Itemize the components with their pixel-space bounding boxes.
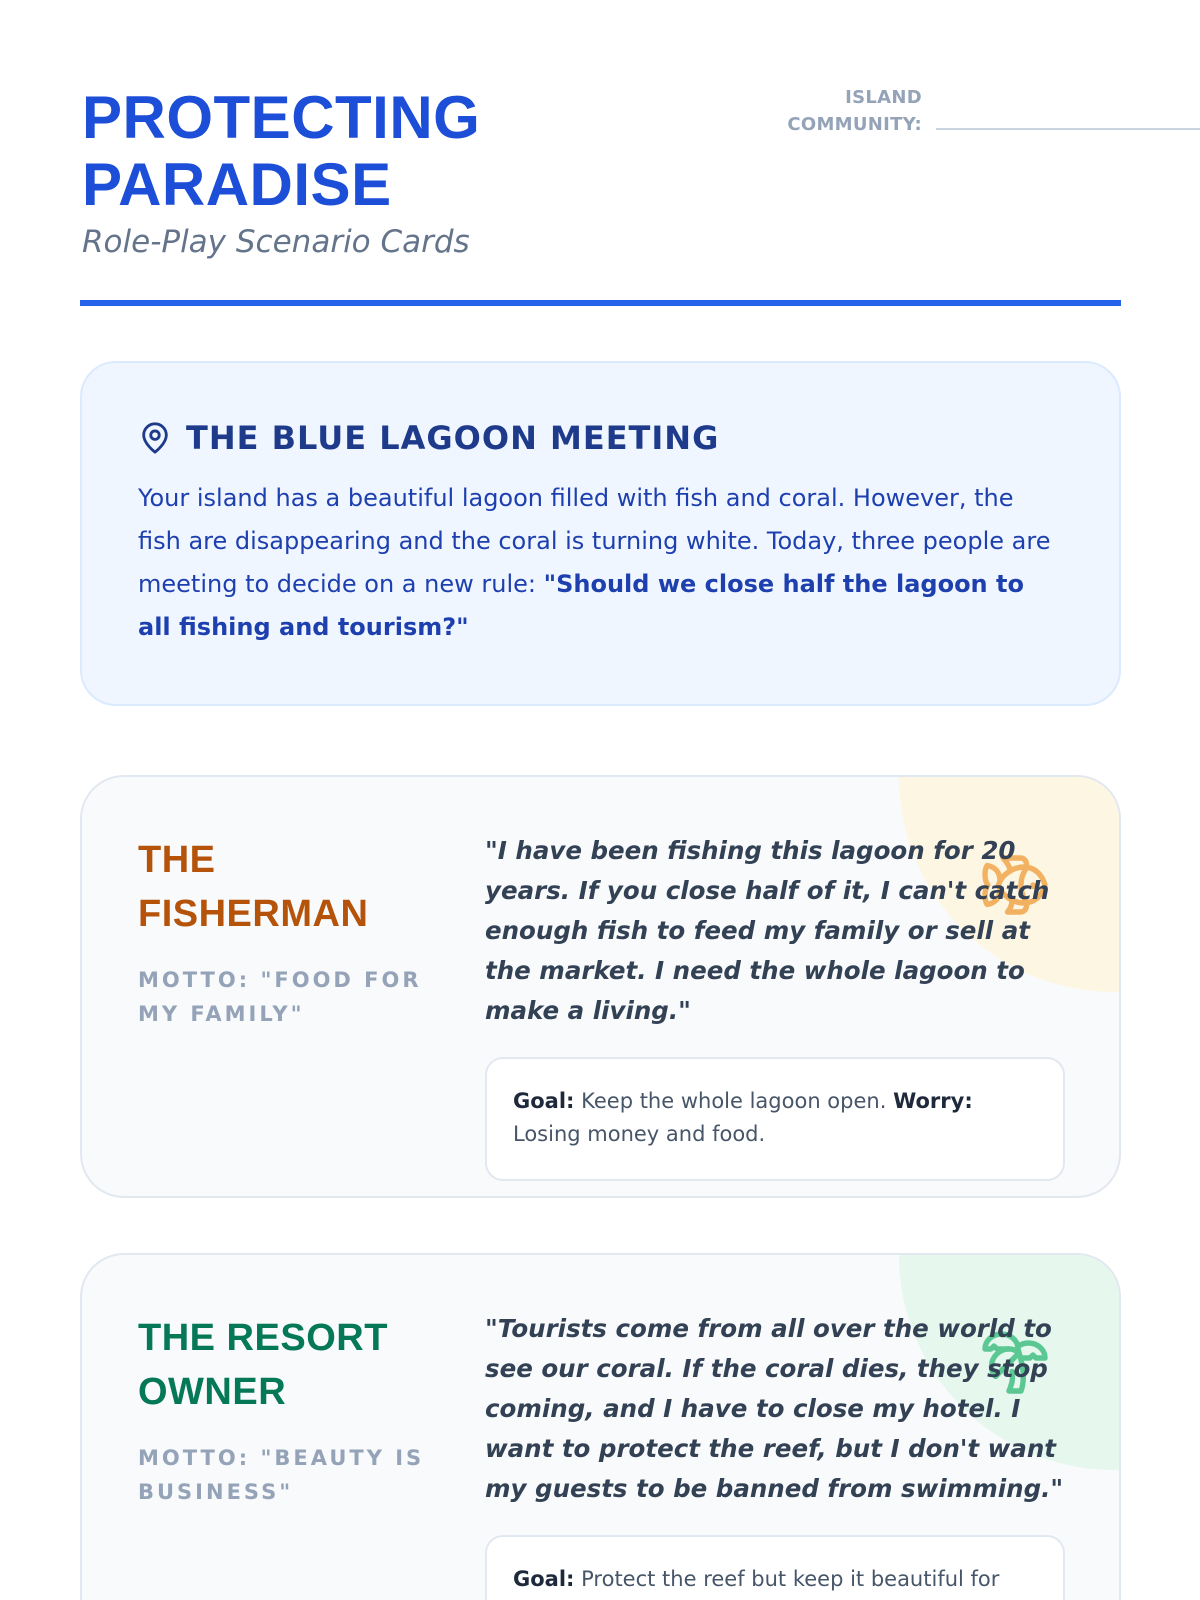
scenario-title: THE BLUE LAGOON MEETING — [186, 419, 720, 457]
title-line-2: PARADISE — [82, 151, 392, 218]
scenario-card — [80, 361, 1121, 706]
worry-label: Worry: — [893, 1089, 973, 1113]
role-card-fisherman — [80, 775, 1121, 1198]
community-label-line-2: COMMUNITY: — [787, 114, 922, 135]
role-name-line-2: FISHERMAN — [138, 893, 369, 935]
scenario-heading — [138, 419, 1063, 457]
role-motto: MOTTO: "BEAUTY IS BUSINESS" — [138, 1446, 425, 1504]
role-motto: MOTTO: "FOOD FOR MY FAMILY" — [138, 968, 422, 1026]
goal-label: Goal: — [513, 1567, 575, 1591]
goal-box — [485, 1535, 1065, 1600]
role-content — [485, 1309, 1075, 1600]
role-identity — [138, 1311, 428, 1509]
title-line-1: PROTECTING — [82, 84, 481, 151]
scenario-question: "Should we close half the lagoon to all fishing and tourism?" — [138, 570, 1024, 641]
header-divider — [80, 300, 1121, 306]
header — [82, 84, 1122, 260]
goal-box — [485, 1057, 1065, 1181]
community-field — [722, 84, 1200, 138]
worry-text: Losing money and food. — [513, 1122, 766, 1146]
goal-text: Keep the whole lagoon open. — [581, 1089, 887, 1113]
role-name — [138, 833, 428, 941]
community-label — [722, 84, 922, 138]
role-quote: "Tourists come from all over the world to see our coral. If the coral dies, they stop coming, and I have to close my hotel. I want to protect the reef, but I don't want my guests to be banned from swimming." — [485, 1314, 1064, 1503]
scenario-body: Your island has a beautiful lagoon filled with fish and coral. However, the fish are disappearing and the coral is turning white. Today, three people are meeting to decide on a new rule: — [138, 484, 1051, 598]
scenario-description — [138, 477, 1063, 649]
role-content — [485, 831, 1075, 1181]
role-name — [138, 1311, 428, 1419]
role-card-resort-owner — [80, 1253, 1121, 1600]
map-pin-icon — [138, 421, 172, 455]
goal-text: Protect the reef but keep it beautiful for — [581, 1567, 1000, 1591]
role-name-line-2: OWNER — [138, 1371, 287, 1413]
role-name-line-1: THE — [138, 839, 216, 881]
community-label-line-1: ISLAND — [845, 87, 922, 108]
page-subtitle: Role-Play Scenario Cards — [82, 224, 470, 260]
role-quote: "I have been fishing this lagoon for 20 years. If you close half of it, I can't catch enough fish to feed my family or sell at the market. I need the whole lagoon to make a living." — [485, 836, 1050, 1025]
role-identity — [138, 833, 428, 1031]
goal-label: Goal: — [513, 1089, 575, 1113]
role-name-line-1: THE RESORT — [138, 1317, 388, 1359]
community-write-line — [936, 128, 1200, 130]
